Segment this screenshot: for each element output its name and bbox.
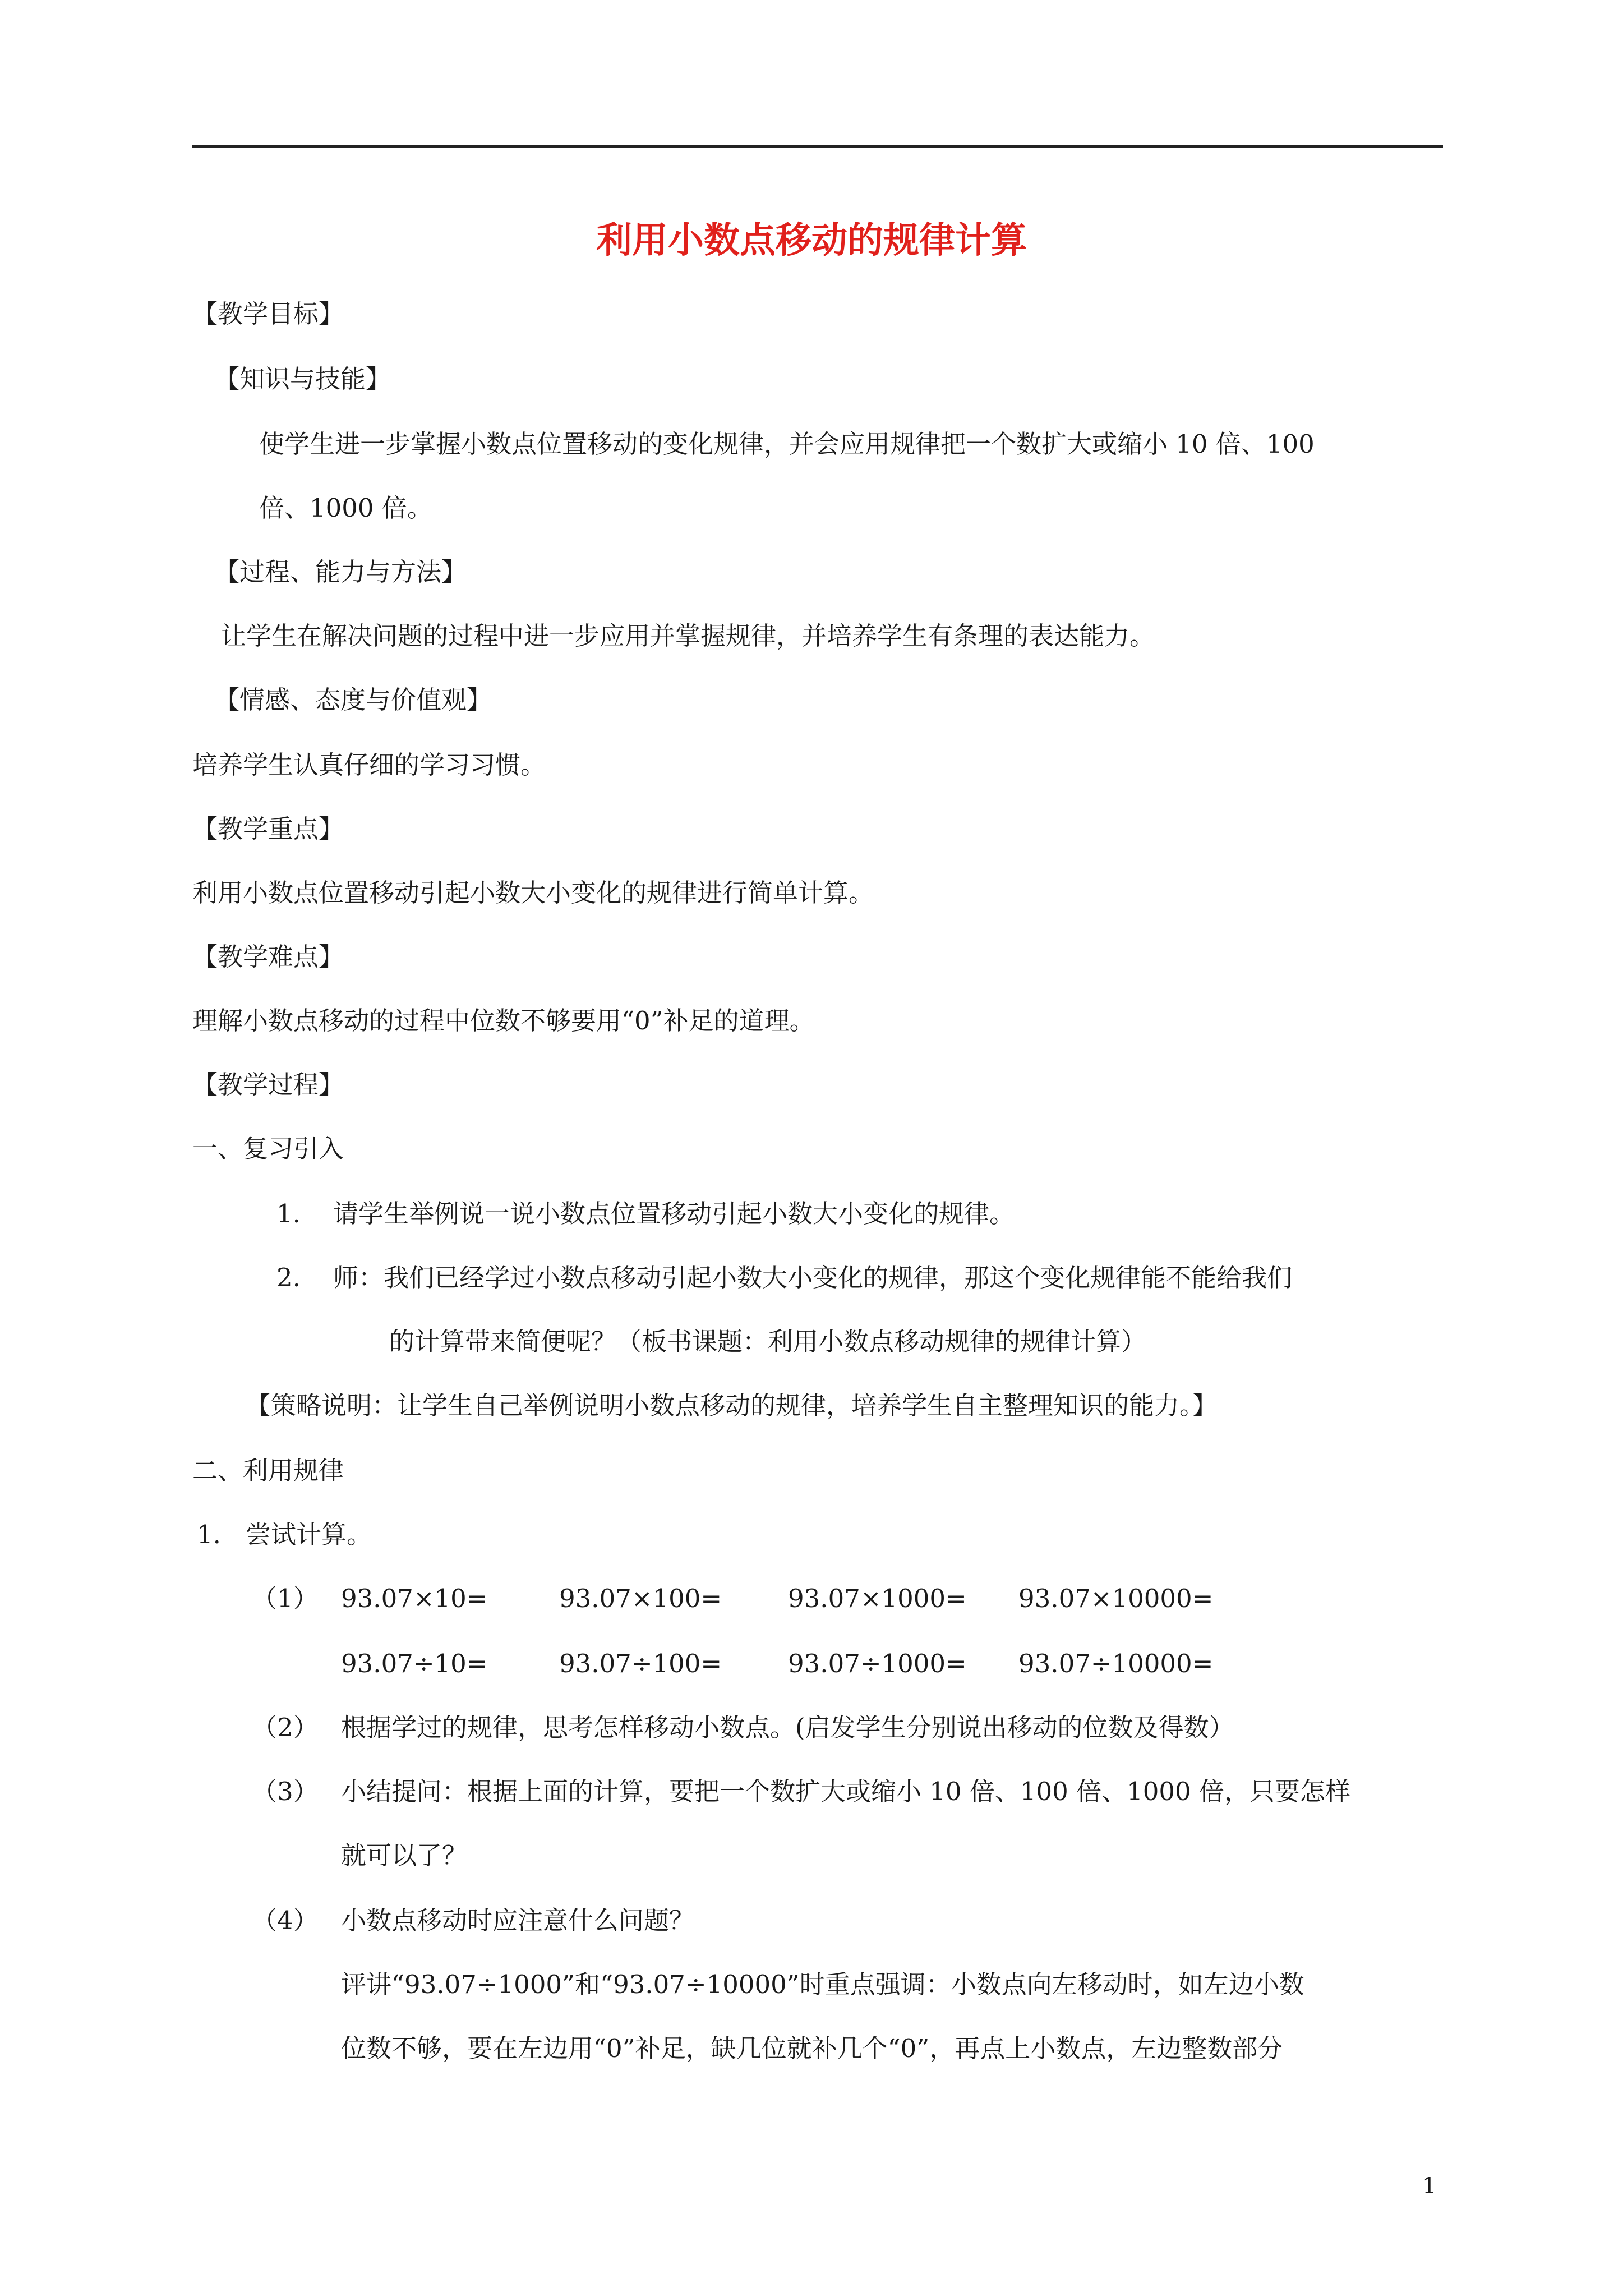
paragraph-emotion: 培养学生认真仔细的学习习惯。 [192,750,546,780]
section-apply-rule: 二、利用规律 [192,1456,344,1485]
list-number: 1. [276,1199,301,1228]
paragraph-process: 让学生在解决问题的过程中进一步应用并掌握规律，并培养学生有条理的表达能力。 [221,621,1155,651]
list-number: 1. [197,1520,221,1549]
document-title: 利用小数点移动的规律计算 [596,219,1027,261]
list-item-review-2-cont: 的计算带来简便呢？（板书课题：利用小数点移动规律的规律计算） [389,1327,1147,1356]
list-item-review-2: 师：我们已经学过小数点移动引起小数大小变化的规律，那这个变化规律能不能给我们 [333,1263,1293,1292]
sub-item-think-move: 根据学过的规律，思考怎样移动小数点。(启发学生分别说出移动的位数及得数） [341,1713,1234,1742]
calc-expression: 93.07×100= [559,1584,722,1613]
calc-expression: 93.07×1000= [788,1584,967,1613]
sub-item-number: （1） [252,1584,319,1613]
calc-expression: 93.07÷1000= [788,1649,967,1678]
list-item-review-1: 请学生举例说一说小数点位置移动引起小数大小变化的规律。 [333,1199,1015,1228]
heading-knowledge-skills: 【知识与技能】 [214,364,391,394]
paragraph-comment-cont: 位数不够，要在左边用“0”补足，缺几位就补几个“0”，再点上小数点，左边整数部分 [341,2033,1283,2063]
heading-teaching-goals: 【教学目标】 [192,299,344,329]
paragraph-difficulties: 理解小数点移动的过程中位数不够要用“0”补足的道理。 [192,1006,815,1036]
paragraph-comment: 评讲“93.07÷1000”和“93.07÷10000”时重点强调：小数点向左移动时，如左边小数 [341,1970,1304,1999]
calc-expression: 93.07÷10= [341,1649,488,1678]
sub-item-number: （3） [252,1777,319,1806]
paragraph-knowledge: 使学生进一步掌握小数点位置移动的变化规律，并会应用规律把一个数扩大或缩小 10 倍、100 [259,429,1315,459]
paragraph-key-points: 利用小数点位置移动引起小数大小变化的规律进行简单计算。 [192,878,874,908]
list-number: 2. [276,1263,301,1292]
heading-key-points: 【教学重点】 [192,814,344,844]
paragraph-knowledge-cont: 倍、1000 倍。 [259,493,432,523]
strategy-note: 【策略说明：让学生自己举例说明小数点移动的规律，培养学生自主整理知识的能力。】 [246,1391,1218,1420]
heading-difficulties: 【教学难点】 [192,942,344,972]
calc-expression: 93.07÷100= [559,1649,722,1678]
page-number: 1 [1422,2173,1437,2199]
calc-expression: 93.07×10000= [1018,1584,1214,1613]
calc-expression: 93.07×10= [341,1584,488,1613]
list-item-try-calc: 尝试计算。 [246,1520,372,1549]
header-rule [192,145,1443,148]
sub-item-summary-question-cont: 就可以了？ [341,1841,468,1870]
heading-emotion-values: 【情感、态度与价值观】 [214,685,492,715]
heading-teaching-process: 【教学过程】 [192,1070,344,1099]
sub-item-attention: 小数点移动时应注意什么问题？ [341,1906,695,1935]
section-review: 一、复习引入 [192,1134,344,1163]
calc-expression: 93.07÷10000= [1018,1649,1214,1678]
heading-process-ability: 【过程、能力与方法】 [214,557,467,587]
sub-item-number: （2） [252,1713,319,1742]
sub-item-summary-question: 小结提问：根据上面的计算，要把一个数扩大或缩小 10 倍、100 倍、1000 倍，只要怎样 [341,1777,1350,1806]
sub-item-number: （4） [252,1906,319,1935]
